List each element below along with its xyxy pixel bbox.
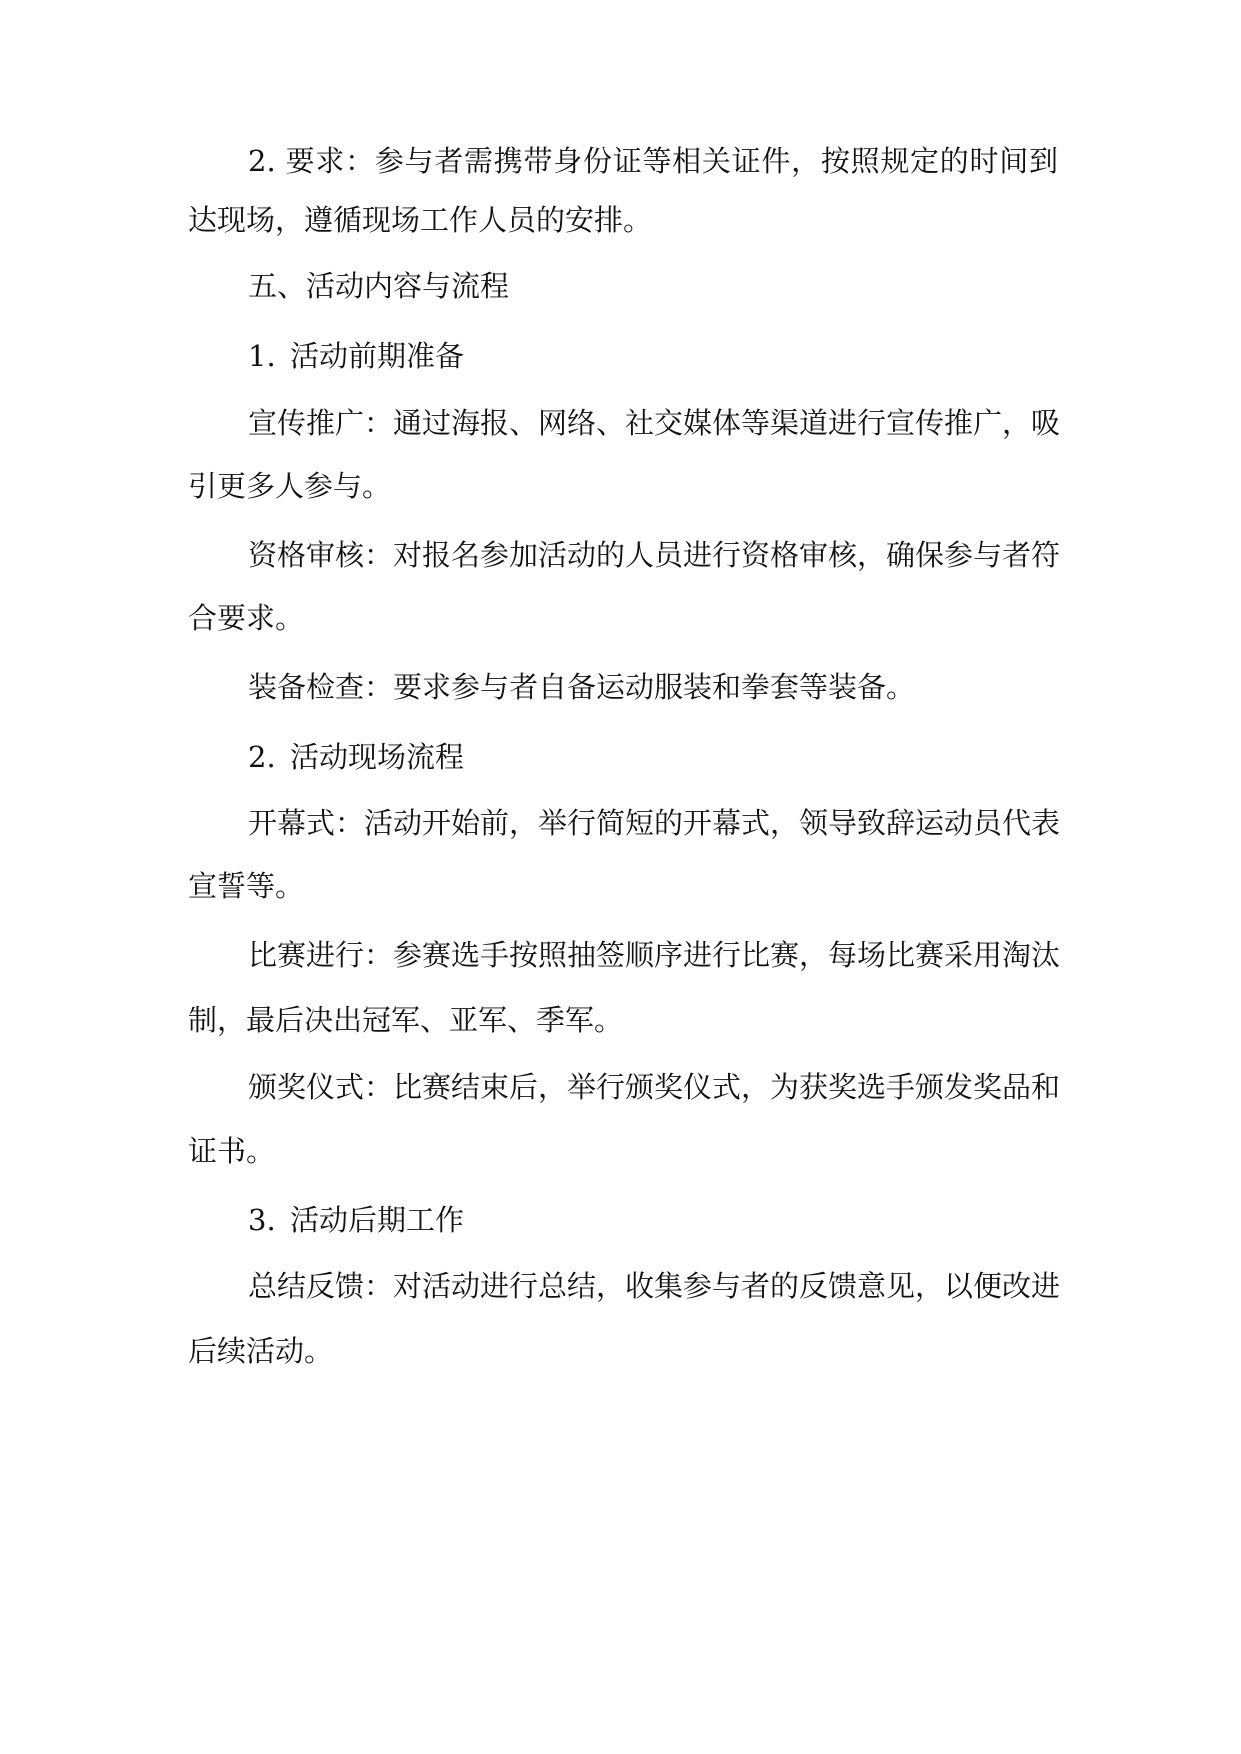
promotion-line-2: 引更多人参与。 — [188, 469, 392, 503]
requirement-line-1: 2. 要求：参与者需携带身份证等相关证件，按照规定的时间到 — [248, 144, 1058, 178]
opening-line-2: 宣誓等。 — [188, 869, 305, 903]
award-line-1: 颁奖仪式：比赛结束后，举行颁奖仪式，为获奖选手颁发奖品和 — [248, 1070, 1061, 1104]
subheading-2-text: 活动现场流程 — [290, 740, 465, 774]
subheading-3 — [248, 1205, 464, 1235]
qualification-line-1: 资格审核：对报名参加活动的人员进行资格审核，确保参与者符 — [248, 538, 1061, 572]
equipment-line: 装备检查：要求参与者自备运动服装和拳套等装备。 — [248, 670, 916, 704]
qualification-line-2: 合要求。 — [188, 601, 305, 635]
subheading-2-number: 2. — [248, 740, 276, 774]
section-heading-5: 五、活动内容与流程 — [248, 269, 510, 303]
subheading-1-text: 活动前期准备 — [290, 339, 465, 373]
summary-line-2: 后续活动。 — [188, 1334, 334, 1368]
match-line-2: 制，最后决出冠军、亚军、季军。 — [188, 1003, 624, 1037]
subheading-1 — [248, 341, 464, 371]
requirement-line-2: 达现场，遵循现场工作人员的安排。 — [188, 203, 653, 237]
opening-line-1: 开幕式：活动开始前，举行简短的开幕式，领导致辞运动员代表 — [248, 806, 1061, 840]
award-line-2: 证书。 — [188, 1134, 276, 1168]
summary-line-1: 总结反馈：对活动进行总结，收集参与者的反馈意见，以便改进 — [248, 1269, 1061, 1303]
subheading-2 — [248, 742, 464, 772]
promotion-line-1: 宣传推广：通过海报、网络、社交媒体等渠道进行宣传推广，吸 — [248, 406, 1061, 440]
match-line-1: 比赛进行：参赛选手按照抽签顺序进行比赛，每场比赛采用淘汰 — [248, 938, 1061, 972]
subheading-3-number: 3. — [248, 1203, 276, 1237]
subheading-3-text: 活动后期工作 — [290, 1203, 465, 1237]
subheading-1-number: 1. — [248, 339, 276, 373]
